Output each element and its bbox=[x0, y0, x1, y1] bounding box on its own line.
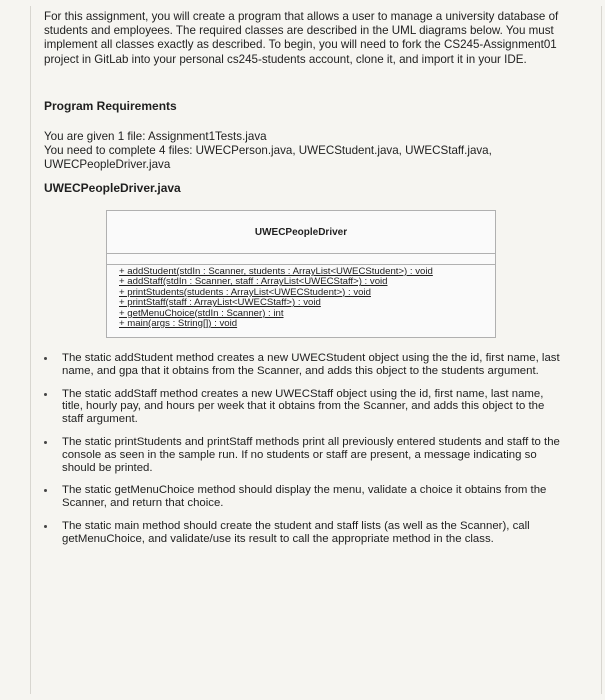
intro-paragraph: For this assignment, you will create a program that allows a user to manage a university database of students and employees. The required classes are described in the UML diagrams below. You must implement all classes exactly as described. To begin, you will need to fork the CS245-Assignment01 project in GitLab into your personal cs245-students account, clone it, and import it in your IDE. bbox=[44, 10, 559, 66]
list-item bbox=[44, 352, 564, 378]
list-item bbox=[44, 484, 564, 510]
uml-fields-section bbox=[107, 254, 495, 265]
list-item-text: The static getMenuChoice method should display the menu, validate a choice it obtains from the Scanner, and return that choice. bbox=[62, 484, 547, 510]
file-heading: UWECPeopleDriver.java bbox=[44, 181, 181, 195]
requirements-list bbox=[44, 352, 564, 556]
given-files-line: You are given 1 file: Assignment1Tests.java bbox=[44, 130, 267, 143]
uml-class-name: UWECPeopleDriver bbox=[107, 211, 495, 254]
list-item-text: The static addStudent method creates a new UWECStudent object using the the id, first name, last name, and gpa that it obtains from the Scanner, and adds this object to the students argument. bbox=[62, 352, 560, 377]
uml-method: + printStudents(students : ArrayList<UWECStudent>) : void bbox=[119, 286, 371, 298]
list-item-text: The static main method should create the student and staff lists (as well as the Scanner), call getMenuChoice, and validate/use its result to call the appropriate method in the class. bbox=[62, 519, 530, 545]
uml-class-diagram bbox=[106, 210, 496, 338]
uml-method: + addStudent(stdIn : Scanner, students : ArrayList<UWECStudent>) : void bbox=[119, 266, 433, 277]
list-item bbox=[44, 436, 564, 474]
bullet-icon bbox=[44, 489, 47, 492]
requirements-heading: Program Requirements bbox=[44, 99, 177, 113]
uml-method: + getMenuChoice(stdIn : Scanner) : int bbox=[119, 307, 284, 319]
files-block bbox=[44, 130, 564, 173]
list-item-text: The static printStudents and printStaff methods print all previously entered students and staff to the console as seen in the sample run. If no students or staff are present, a message indicating so should be printed. bbox=[62, 435, 560, 474]
list-item bbox=[44, 520, 564, 546]
complete-files-line: You need to complete 4 files: UWECPerson.java, UWECStudent.java, UWECStaff.java, UWECPeopleDriver.java bbox=[44, 144, 492, 172]
bullet-icon bbox=[44, 525, 47, 528]
uml-method: + printStaff(staff : ArrayList<UWECStaff>) : void bbox=[119, 297, 321, 309]
uml-method: + addStaff(stdIn : Scanner, staff : ArrayList<UWECStaff>) : void bbox=[119, 276, 388, 288]
list-item bbox=[44, 388, 564, 426]
bullet-icon bbox=[44, 393, 47, 396]
uml-method: + main(args : String[]) : void bbox=[119, 318, 238, 330]
uml-methods-section bbox=[107, 265, 495, 329]
list-item-text: The static addStaff method creates a new UWECStaff object using the id, first name, last name, title, hourly pay, and hours per week that it obtains from the Scanner, and adds this object to the staff argument. bbox=[62, 387, 545, 426]
bullet-icon bbox=[44, 357, 47, 360]
bullet-icon bbox=[44, 441, 47, 444]
